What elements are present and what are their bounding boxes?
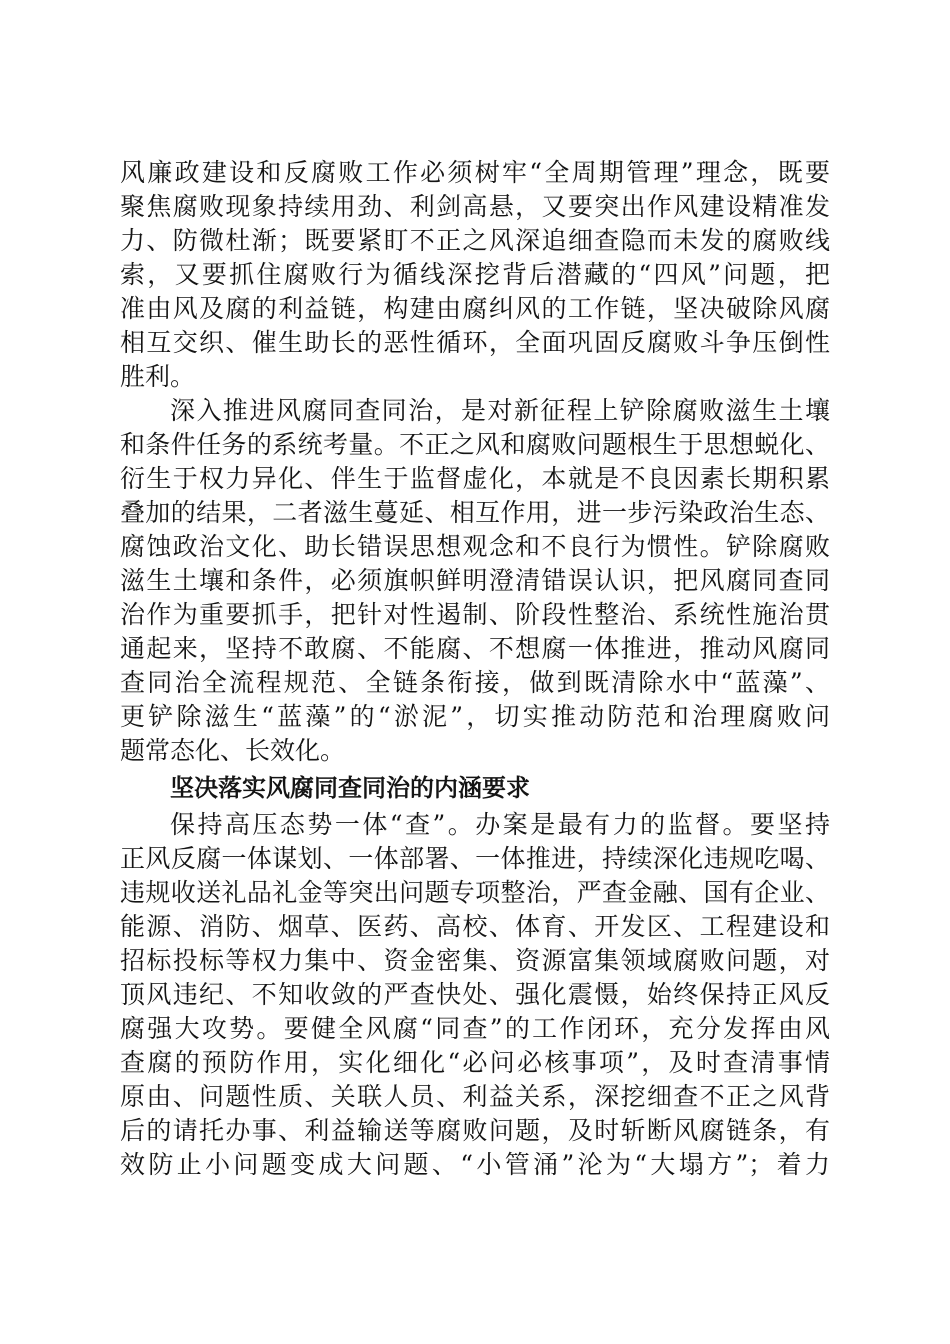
body-line: 通起来，坚持不敢腐、不能腐、不想腐一体推进，推动风腐同 — [120, 634, 830, 663]
body-line: 索，又要抓住腐败行为循线深挖背后潜藏的“四风”问题，把 — [120, 260, 830, 289]
body-line: 正风反腐一体谋划、一体部署、一体推进，持续深化违规吃喝、 — [120, 844, 830, 873]
body-line: 力、防微杜渐；既要紧盯不正之风深追细查隐而未发的腐败线 — [120, 226, 830, 255]
paragraph-first-line: 保持高压态势一体“查”。办案是最有力的监督。要坚持 — [170, 810, 830, 839]
body-line: 治作为重要抓手，把针对性遏制、阶段性整治、系统性施治贯 — [120, 600, 830, 629]
body-line: 查同治全流程规范、全链条衔接，做到既清除水中“蓝藻”、 — [120, 668, 830, 697]
body-line: 题常态化、长效化。 — [120, 736, 346, 765]
body-line: 和条件任务的系统考量。不正之风和腐败问题根生于思想蜕化、 — [120, 430, 830, 459]
body-line: 相互交织、催生助长的恶性循环，全面巩固反腐败斗争压倒性 — [120, 328, 830, 357]
body-line: 腐强大攻势。要健全风腐“同查”的工作闭环，充分发挥由风 — [120, 1014, 830, 1043]
body-line: 招标投标等权力集中、资金密集、资源富集领域腐败问题，对 — [120, 946, 830, 975]
body-line: 风廉政建设和反腐败工作必须树牢“全周期管理”理念，既要 — [120, 158, 830, 187]
body-line: 滋生土壤和条件，必须旗帜鲜明澄清错误认识，把风腐同查同 — [120, 566, 830, 595]
body-line: 能源、消防、烟草、医药、高校、体育、开发区、工程建设和 — [120, 912, 830, 941]
paragraph-first-line: 深入推进风腐同查同治，是对新征程上铲除腐败滋生土壤 — [170, 396, 830, 425]
body-line: 违规收送礼品礼金等突出问题专项整治，严查金融、国有企业、 — [120, 878, 830, 907]
body-line: 叠加的结果，二者滋生蔓延、相互作用，进一步污染政治生态、 — [120, 498, 830, 527]
body-line: 效防止小问题变成大问题、“小管涌”沦为“大塌方”；着力 — [120, 1150, 830, 1179]
body-line: 顶风违纪、不知收敛的严查快处、强化震慑，始终保持正风反 — [120, 980, 830, 1009]
body-line: 原由、问题性质、关联人员、利益关系，深挖细查不正之风背 — [120, 1082, 830, 1111]
body-line: 后的请托办事、利益输送等腐败问题，及时斩断风腐链条，有 — [120, 1116, 830, 1145]
body-line: 更铲除滋生“蓝藻”的“淤泥”，切实推动防范和治理腐败问 — [120, 702, 830, 731]
body-line: 查腐的预防作用，实化细化“必问必核事项”，及时查清事情 — [120, 1048, 830, 1077]
body-line: 聚焦腐败现象持续用劲、利剑高悬，又要突出作风建设精准发 — [120, 192, 830, 221]
body-line: 腐蚀政治文化、助长错误思想观念和不良行为惯性。铲除腐败 — [120, 532, 830, 561]
body-line: 胜利。 — [120, 362, 196, 391]
body-line: 准由风及腐的利益链，构建由腐纠风的工作链，坚决破除风腐 — [120, 294, 830, 323]
body-line: 衍生于权力异化、伴生于监督虚化，本就是不良因素长期积累 — [120, 464, 830, 493]
section-heading: 坚决落实风腐同查同治的内涵要求 — [170, 774, 530, 802]
